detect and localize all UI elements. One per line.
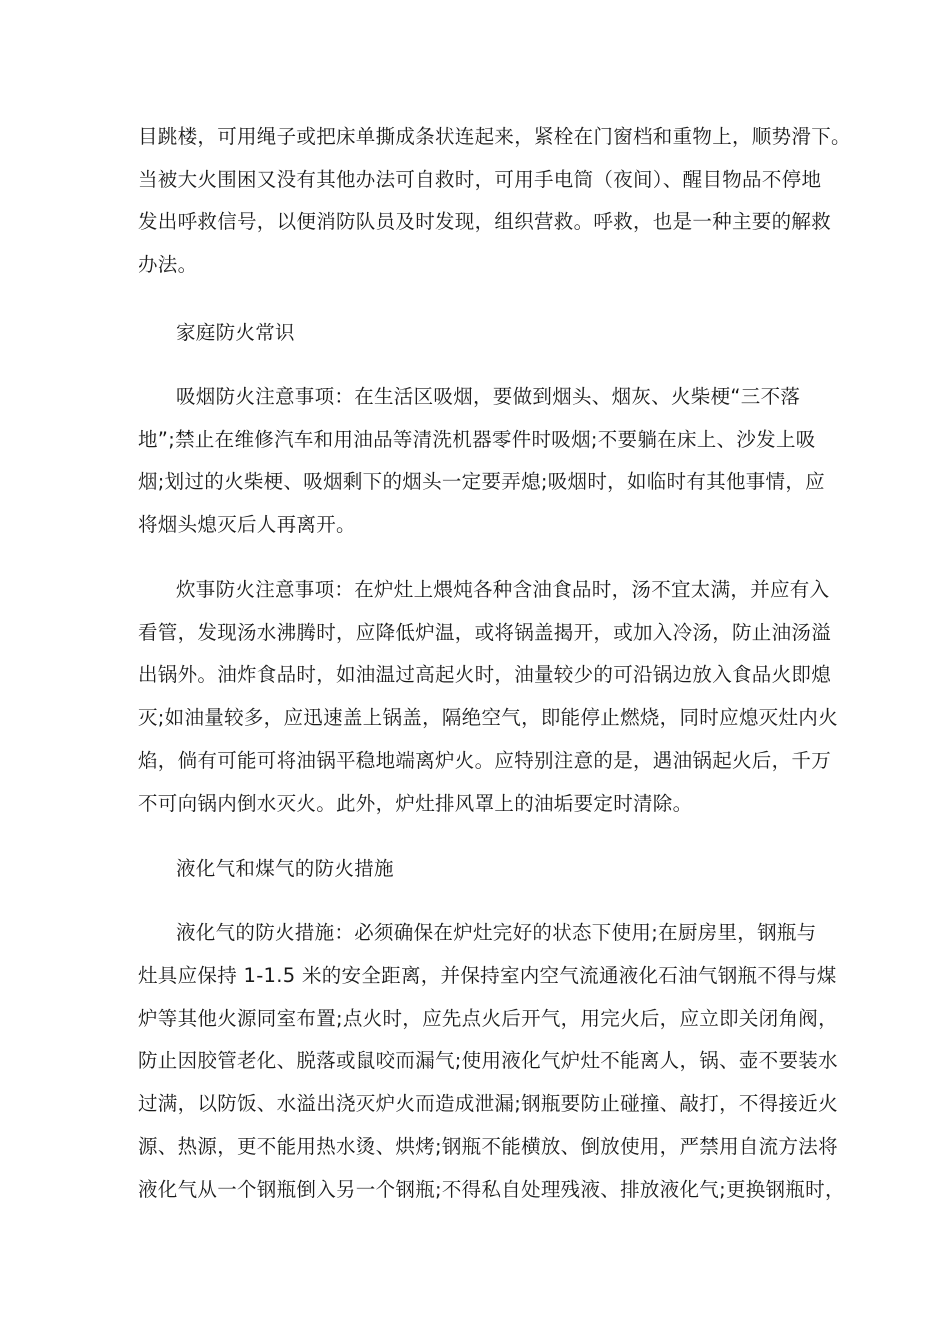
text-line: 焰，倘有可能可将油锅平稳地端离炉火。应特别注意的是，遇油锅起火后，千万 — [138, 749, 832, 772]
text-line: 源、热源，更不能用热水烫、烘烤;钢瓶不能横放、倒放使用，严禁用自流方法将 — [138, 1135, 838, 1158]
text-line: 烟;划过的火柴梗、吸烟剩下的烟头一定要弄熄;吸烟时，如临时有其他事情，应 — [138, 470, 825, 493]
text-line: 发出呼救信号，以便消防队员及时发现，组织营救。呼救，也是一种主要的解救 — [138, 210, 832, 233]
text-line: 目跳楼，可用绳子或把床单撕成条状连起来，紧栓在门窗档和重物上，顺势滑下。 — [138, 125, 851, 148]
text-line: 灭;如油量较多，应迅速盖上锅盖，隔绝空气，即能停止燃烧，同时应熄灭灶内火 — [138, 706, 838, 729]
text-line: 当被大火围困又没有其他办法可自救时，可用手电筒（夜间）、醒目物品不停地 — [138, 168, 822, 191]
text-line: 看管，发现汤水沸腾时，应降低炉温，或将锅盖揭开，或加入冷汤，防止油汤溢 — [138, 621, 832, 644]
section-heading-gas-fire-measures: 液化气和煤气的防火措施 — [176, 857, 394, 880]
text-line: 炊事防火注意事项：在炉灶上煨炖各种含油食品时，汤不宜太满，并应有入 — [176, 578, 830, 601]
text-line: 将烟头熄灭后人再离开。 — [138, 513, 356, 536]
text-line: 灶具应保持 1-1.5 米的安全距离，并保持室内空气流通液化石油气钢瓶不得与煤 — [138, 964, 837, 987]
text-line: 办法。 — [138, 253, 198, 276]
text-line: 液化气的防火措施：必须确保在炉灶完好的状态下使用;在厨房里，钢瓶与 — [176, 921, 817, 944]
text-line: 出锅外。油炸食品时，如油温过高起火时，油量较少的可沿锅边放入食品火即熄 — [138, 663, 832, 686]
text-line: 炉等其他火源同室布置;点火时，应先点火后开气，用完火后，应立即关闭角阀， — [138, 1007, 838, 1030]
text-line: 液化气从一个钢瓶倒入另一个钢瓶;不得私自处理残液、排放液化气;更换钢瓶时， — [138, 1178, 845, 1201]
text-line: 地”;禁止在维修汽车和用油品等清洗机器零件时吸烟;不要躺在床上、沙发上吸 — [138, 428, 816, 451]
section-heading-home-fire-safety: 家庭防火常识 — [176, 321, 295, 344]
text-line: 过满，以防饭、水溢出浇灭炉火而造成泄漏;钢瓶要防止碰撞、敲打，不得接近火 — [138, 1092, 838, 1115]
text-line: 吸烟防火注意事项：在生活区吸烟，要做到烟头、烟灰、火柴梗“三不落 — [176, 385, 801, 408]
text-line: 不可向锅内倒水灭火。此外，炉灶排风罩上的油垢要定时清除。 — [138, 792, 693, 815]
text-line: 防止因胶管老化、脱落或鼠咬而漏气;使用液化气炉灶不能离人，锅、壶不要装水 — [138, 1049, 838, 1072]
